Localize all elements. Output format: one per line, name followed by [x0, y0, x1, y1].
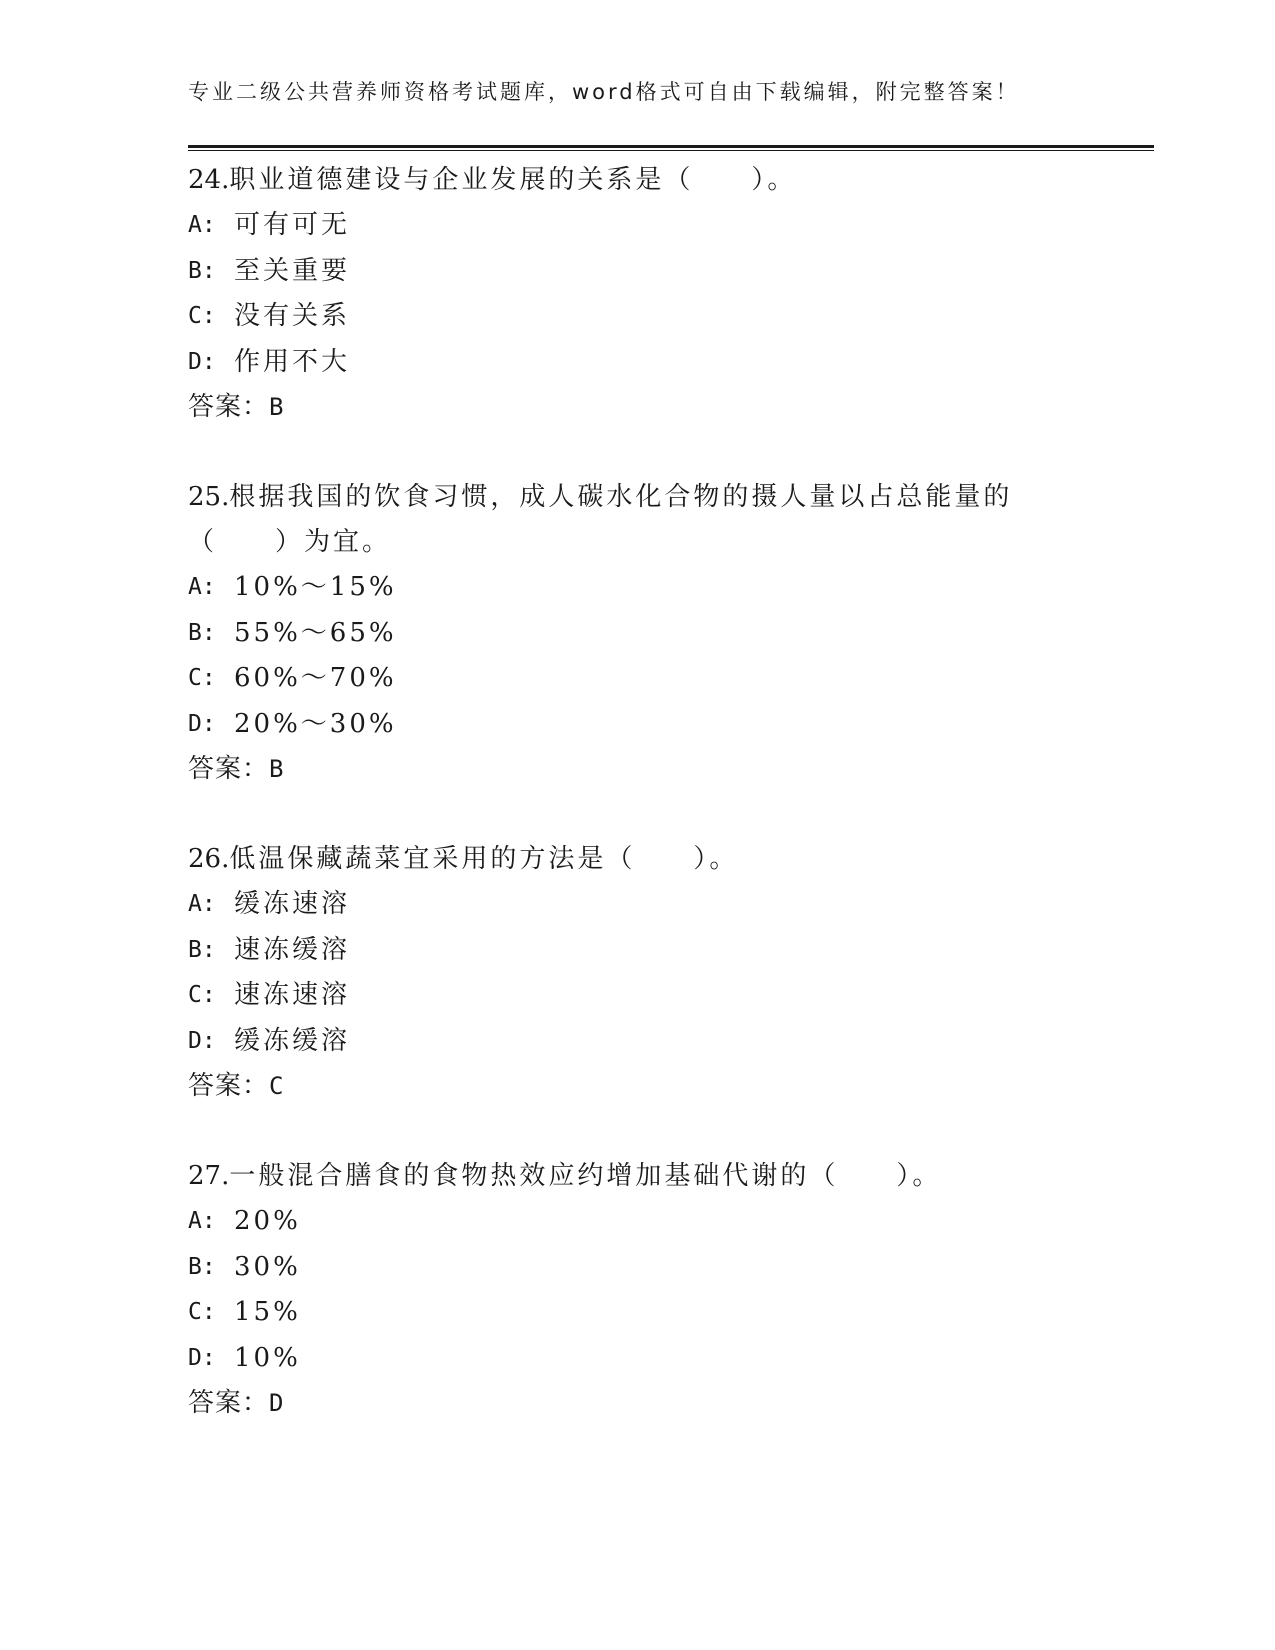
option-text: 作用不大 [234, 346, 351, 377]
option-text: 30% [234, 1251, 301, 1282]
option-d [188, 340, 1048, 386]
option-key: A: [188, 212, 216, 238]
option-key: C: [188, 1299, 216, 1325]
option-key: D: [188, 1344, 216, 1371]
question-number: 27. [188, 1161, 230, 1191]
question-stem [188, 837, 1048, 882]
page-header: 专业二级公共营养师资格考试题库，word格式可自由下载编辑，附完整答案！ [188, 80, 1020, 104]
answer-value: C [269, 1072, 285, 1100]
option-key: A: [188, 891, 216, 917]
question-27 [188, 1154, 1048, 1426]
answer-line [188, 385, 1048, 430]
option-text: 10%～15% [234, 572, 397, 602]
answer-label: 答案： [188, 1388, 270, 1418]
option-key: D: [188, 348, 216, 375]
option-text: 速冻缓溶 [234, 934, 351, 965]
option-key: B: [188, 936, 216, 963]
question-text: 低温保藏蔬菜宜采用的方法是（ ）。 [229, 844, 739, 874]
header-rule-thick [188, 145, 1154, 148]
option-text: 20% [234, 1206, 301, 1236]
question-number: 24. [188, 165, 230, 195]
option-a [188, 882, 1048, 928]
option-key: D: [188, 1027, 216, 1054]
header-rule-thin [188, 150, 1154, 151]
option-a [188, 203, 1048, 249]
question-stem [188, 158, 1048, 203]
option-text: 没有关系 [234, 301, 351, 331]
option-c [188, 294, 1048, 340]
option-key: A: [188, 1208, 216, 1234]
option-text: 速冻速溶 [234, 980, 351, 1010]
answer-label: 答案： [188, 754, 270, 784]
question-number: 26. [188, 844, 230, 874]
question-stem [188, 475, 1048, 565]
option-b [188, 1245, 1048, 1291]
option-key: C: [188, 982, 216, 1008]
option-a [188, 1199, 1048, 1245]
option-key: A: [188, 574, 216, 600]
option-b [188, 611, 1048, 657]
option-d [188, 1336, 1048, 1382]
option-key: D: [188, 710, 216, 737]
question-26 [188, 837, 1048, 1109]
option-d [188, 702, 1048, 748]
question-text: 职业道德建设与企业发展的关系是（ ）。 [229, 165, 797, 195]
option-key: B: [188, 619, 216, 646]
option-d [188, 1019, 1048, 1065]
question-25 [188, 475, 1048, 792]
option-a [188, 565, 1048, 611]
option-text: 可有可无 [234, 210, 351, 240]
answer-value: D [269, 1389, 285, 1417]
answer-label: 答案： [188, 392, 270, 422]
option-text: 60%～70% [234, 663, 397, 693]
option-b [188, 249, 1048, 295]
option-b [188, 928, 1048, 974]
answer-line [188, 747, 1048, 792]
option-key: C: [188, 303, 216, 329]
answer-line [188, 1381, 1048, 1426]
option-c [188, 1290, 1048, 1336]
option-c [188, 656, 1048, 702]
answer-value: B [269, 755, 285, 783]
question-text: 一般混合膳食的食物热效应约增加基础代谢的（ ）。 [229, 1161, 942, 1191]
answer-value: B [269, 393, 285, 421]
question-24 [188, 158, 1048, 430]
answer-label: 答案： [188, 1071, 270, 1101]
option-text: 20%～30% [234, 708, 397, 739]
question-number: 25. [188, 482, 230, 512]
option-c [188, 973, 1048, 1019]
question-list [188, 158, 1048, 1471]
option-text: 缓冻缓溶 [234, 1025, 351, 1056]
option-text: 至关重要 [234, 255, 351, 286]
question-stem [188, 1154, 1048, 1199]
option-text: 55%～65% [234, 617, 397, 648]
option-text: 10% [234, 1342, 301, 1373]
option-key: B: [188, 257, 216, 284]
question-text: 根据我国的饮食习惯，成人碳水化合物的摄人量以占总能量的（ ）为宜。 [188, 482, 1013, 557]
option-key: B: [188, 1253, 216, 1280]
option-key: C: [188, 665, 216, 691]
option-text: 15% [234, 1297, 301, 1327]
option-text: 缓冻速溶 [234, 889, 351, 919]
answer-line [188, 1064, 1048, 1109]
